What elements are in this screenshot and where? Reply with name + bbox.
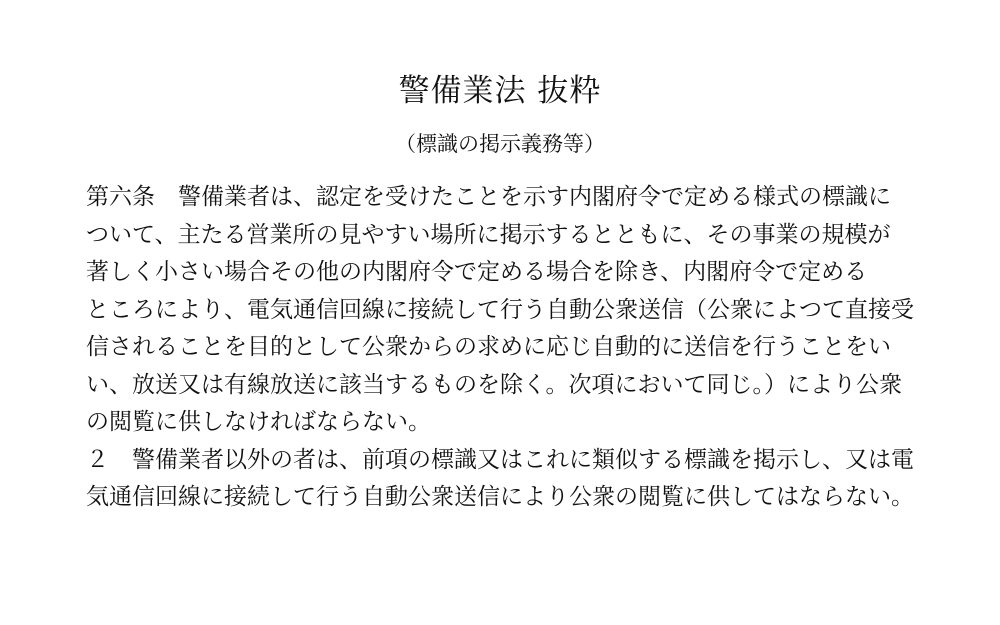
document-title: 警備業法 抜粋 (398, 73, 602, 109)
text-line: 第六条 警備業者は、認定を受けたことを示す内閣府令で定める様式の標識に (86, 184, 891, 210)
text-line: い、放送又は有線放送に該当するものを除く。次項において同じ。）により公衆 (86, 371, 903, 398)
text-line: ２ 警備業者以外の者は、前項の標識又はこれに類似する標識を掲示し、又は電 (86, 446, 914, 473)
text-line: 気通信回線に接続して行う自動公衆送信により公衆の閲覧に供してはならない。 (86, 484, 914, 510)
text-line: 信されることを目的として公衆からの求めに応じ自動的に送信を行うことをい (86, 334, 891, 360)
text-line: ついて、主たる営業所の見やすい場所に掲示するとともに、その事業の規模が (86, 221, 891, 248)
text-line: 著しく小さい場合その他の内閣府令で定める場合を除き、内閣府令で定める (86, 259, 868, 285)
text-line: ところにより、電気通信回線に接続して行う自動公衆送信（公衆によつて直接受 (86, 296, 914, 323)
article-body (86, 179, 966, 517)
section-heading: （標識の掲示義務等） (395, 132, 605, 156)
text-line: の閲覧に供しなければならない。 (86, 409, 431, 435)
